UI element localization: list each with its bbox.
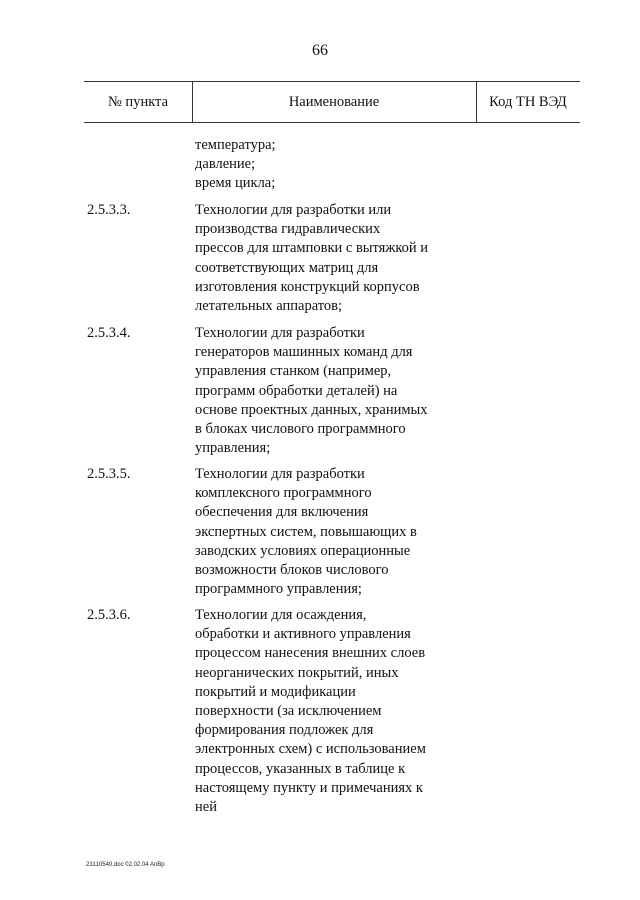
text-line: экспертных систем, повышающих в — [195, 523, 417, 540]
text-line: управления станком (например, — [195, 363, 392, 380]
continuation-text — [195, 136, 276, 194]
text-line: время цикла; — [195, 175, 276, 192]
text-line: летательных аппаратов; — [195, 298, 343, 315]
text-line: покрытий и модификации — [195, 683, 356, 700]
text-line: температура; — [195, 137, 276, 153]
table-header — [84, 81, 580, 123]
text-line: поверхности (за исключением — [195, 703, 382, 720]
text-line: процессов, указанных в таблице к — [195, 760, 406, 777]
text-line: обеспечения для включения — [195, 504, 369, 521]
text-line: в блоках числового программного — [195, 421, 406, 438]
text-line: электронных схем) с использованием — [195, 741, 426, 758]
text-line: неорганических покрытий, иных — [195, 664, 399, 681]
text-line: Технологии для разработки — [195, 325, 365, 341]
text-line: Технологии для разработки — [195, 466, 365, 482]
header-code: Код ТН ВЭД — [489, 94, 567, 110]
text-line: изготовления конструкций корпусов — [195, 278, 420, 295]
text-line: давление; — [195, 156, 256, 173]
item-text — [195, 324, 428, 458]
item-number: 2.5.3.3. — [87, 202, 131, 218]
text-line: соответствующих матриц для — [195, 259, 379, 276]
text-line: возможности блоков числового — [195, 562, 389, 579]
text-line: программ обработки деталей) на — [195, 382, 398, 399]
header-item-number: № пункта — [107, 94, 169, 110]
text-line: заводских условиях операционные — [195, 542, 411, 559]
text-line: Технологии для осаждения, — [195, 607, 367, 623]
text-line: Технологии для разработки или — [195, 202, 392, 218]
text-line: процессом нанесения внешних слоев — [195, 645, 426, 662]
text-line: генераторов машинных команд для — [195, 344, 413, 361]
text-line: основе проектных данных, хранимых — [195, 401, 428, 418]
item-number: 2.5.3.5. — [87, 466, 131, 482]
text-line: программного управления; — [195, 581, 362, 598]
item-number: 2.5.3.4. — [87, 325, 131, 341]
header-name: Наименование — [288, 94, 380, 110]
page-number: 66 — [312, 42, 328, 59]
text-line: производства гидравлических — [195, 221, 381, 238]
item-number: 2.5.3.6. — [87, 607, 131, 623]
item-text — [195, 606, 426, 817]
item-text — [195, 201, 428, 316]
item-text — [195, 465, 417, 599]
text-line: обработки и активного управления — [195, 626, 411, 643]
text-line: формирования подложек для — [195, 722, 374, 739]
document-footer: 23110540.doc 02.02.04 AnBp — [86, 862, 165, 868]
text-line: прессов для штамповки с вытяжкой и — [195, 240, 429, 257]
text-line: управления; — [195, 440, 271, 457]
text-line: комплексного программного — [195, 485, 372, 502]
text-line: настоящему пункту и примечаниях к — [195, 779, 423, 796]
text-line: ней — [195, 799, 217, 816]
